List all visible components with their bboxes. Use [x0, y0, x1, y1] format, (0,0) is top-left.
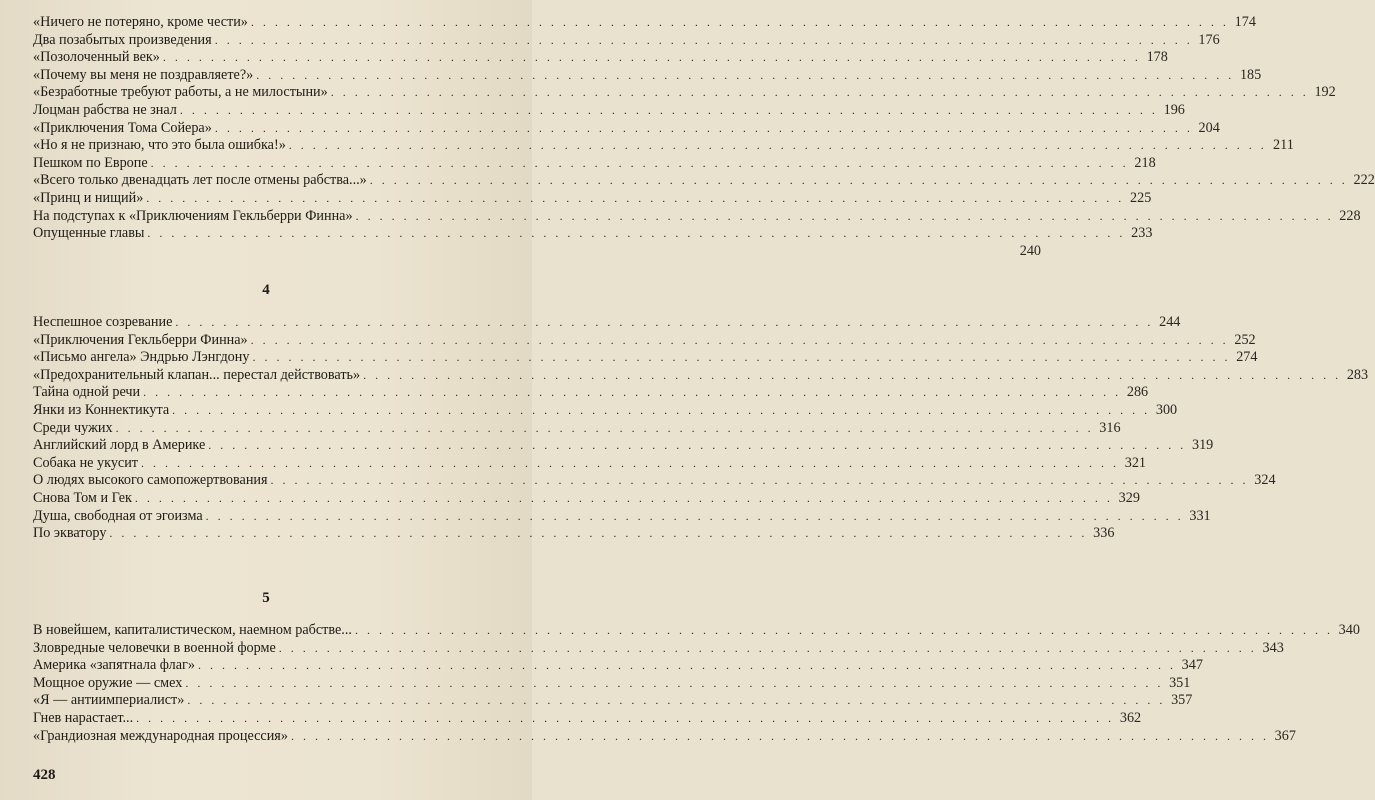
entry-title: Лоцман рабства не знал: [33, 101, 177, 118]
dot-leader: [172, 402, 1150, 420]
dot-leader: [175, 314, 1153, 332]
entry-page: 324: [1254, 472, 1276, 489]
toc-entry: [33, 154, 1156, 173]
toc-entry: [33, 709, 1142, 728]
toc-entry: [33, 242, 1041, 261]
toc-entry: [33, 657, 1203, 675]
toc-entry: [33, 14, 1256, 32]
toc-entry: [33, 331, 1256, 350]
toc-entry: [33, 525, 1115, 543]
entry-title: «Позолоченный век»: [33, 49, 160, 66]
toc-entry: [33, 314, 1181, 332]
toc-entry: [33, 489, 1140, 508]
dot-leader: [151, 155, 1129, 173]
dot-leader: [187, 692, 1165, 710]
entry-title: «Безработные требуют работы, а не милостыни»: [33, 84, 328, 101]
toc-entry: [33, 727, 1296, 746]
dot-leader: [251, 14, 1229, 32]
toc-section-4: [33, 314, 1369, 543]
dot-leader: [136, 710, 1114, 728]
entry-page: 192: [1314, 84, 1336, 101]
toc-entry: [33, 437, 1214, 455]
toc-entry: [33, 622, 1360, 640]
entry-title: По экватору: [33, 525, 107, 542]
entry-page: 211: [1273, 137, 1294, 154]
dot-leader: [198, 657, 1176, 675]
toc-entry: [33, 101, 1185, 120]
entry-page: 357: [1171, 692, 1193, 709]
toc-entry: [33, 225, 1153, 243]
entry-title: «Ничего не потеряно, кроме чести»: [33, 14, 248, 30]
entry-page: 300: [1155, 401, 1178, 418]
toc-entry: [33, 66, 1262, 85]
entry-title: «Приключения Тома Сойера»: [33, 119, 212, 136]
entry-page: 196: [1163, 101, 1185, 118]
entry-page: 286: [1126, 384, 1149, 401]
toc-entry: [33, 639, 1284, 658]
entry-title: «Я — антиимпериалист»: [33, 692, 185, 709]
entry-title: Два позабытых произведения: [33, 31, 212, 48]
entry-page: 222: [1353, 172, 1375, 189]
entry-title: В новейшем, капиталистическом, наемном рабстве...: [33, 622, 352, 638]
entry-page: 233: [1131, 225, 1153, 242]
entry-page: 331: [1189, 507, 1211, 524]
toc-entry: [33, 472, 1276, 490]
toc-entry: [33, 137, 1294, 155]
entry-page: 176: [1198, 31, 1220, 48]
entry-title: Зловредные человечки в военной форме: [33, 639, 276, 656]
entry-page: 329: [1118, 489, 1140, 506]
dot-leader: [135, 490, 1113, 508]
entry-title: Пешком по Европе: [33, 154, 148, 171]
toc-entry: [33, 49, 1168, 67]
entry-page: 319: [1191, 437, 1214, 454]
entry-page: 225: [1130, 189, 1152, 206]
entry-title: Мощное оружие — смех: [33, 674, 183, 691]
entry-page: 178: [1146, 49, 1168, 66]
toc-entry: [33, 189, 1152, 208]
dot-leader: [256, 67, 1234, 85]
dot-leader: [355, 622, 1333, 640]
entry-page: 351: [1169, 674, 1191, 691]
entry-page: 336: [1093, 525, 1115, 542]
toc-entry: [33, 454, 1146, 473]
dot-leader: [215, 32, 1193, 50]
dot-leader: [109, 525, 1087, 543]
dot-leader: [215, 120, 1193, 138]
dot-leader: [363, 367, 1341, 385]
dot-leader: [251, 332, 1229, 350]
dot-leader: [279, 640, 1257, 658]
toc-entry: [33, 207, 1361, 226]
entry-title: Среди чужих: [33, 419, 113, 436]
toc-entry: [33, 674, 1191, 693]
entry-title: Душа, свободная от эгоизма: [33, 507, 203, 524]
entry-page: 240: [1019, 242, 1041, 259]
dot-leader: [146, 190, 1124, 208]
entry-page: 316: [1099, 419, 1121, 436]
entry-title: «Грандиозная международная процессия»: [33, 727, 288, 744]
dot-leader: [208, 437, 1186, 455]
dot-leader: [143, 384, 1121, 402]
entry-page: 204: [1198, 119, 1220, 136]
toc-entry: [33, 84, 1336, 102]
toc-section-continued: [33, 14, 1375, 260]
toc-entry: [33, 119, 1220, 138]
dot-leader: [141, 455, 1119, 473]
page-number: 428: [33, 767, 56, 783]
dot-leader: [271, 472, 1249, 490]
entry-title: Гнев нарастает...: [33, 709, 134, 726]
entry-title: «Но я не признаю, что это была ошибка!»: [33, 137, 286, 154]
toc-entry: [33, 349, 1258, 367]
entry-page: 228: [1339, 207, 1361, 224]
entry-page: 283: [1346, 366, 1369, 383]
entry-title: На подступах к «Приключениям Гекльберри Финна»: [33, 207, 353, 224]
entry-title: «Принц и нищий»: [33, 189, 144, 206]
entry-page: 274: [1236, 349, 1258, 366]
dot-leader: [180, 102, 1158, 120]
entry-title: «Всего только двенадцать лет после отмены рабства...»: [33, 172, 367, 189]
entry-page: 321: [1124, 454, 1146, 471]
entry-page: 340: [1338, 622, 1360, 638]
toc-entry: [33, 384, 1149, 402]
toc-entry: [33, 419, 1121, 438]
toc-entry: [33, 507, 1211, 526]
toc-entry: [33, 692, 1193, 710]
dot-leader: [331, 84, 1309, 102]
entry-page: 343: [1262, 639, 1284, 656]
toc-entry: [33, 172, 1375, 190]
section-heading: 5: [262, 590, 270, 606]
entry-page: 218: [1134, 154, 1156, 171]
entry-page: 244: [1159, 314, 1181, 330]
dot-leader: [291, 728, 1269, 746]
entry-title: Снова Том и Гек: [33, 489, 132, 506]
entry-title: Собака не укусит: [33, 454, 138, 471]
dot-leader: [116, 420, 1094, 438]
toc-entry: [33, 366, 1369, 385]
entry-title: Америка «запятнала флаг»: [33, 657, 195, 674]
toc-entry: [33, 401, 1178, 420]
section-heading: 4: [262, 282, 270, 298]
dot-leader: [289, 137, 1267, 155]
entry-title: О людях высокого самопожертвования: [33, 472, 268, 489]
entry-page: 252: [1234, 331, 1256, 348]
entry-title: «Письмо ангела» Эндрью Лэнгдону: [33, 349, 250, 366]
entry-title: «Приключения Гекльберри Финна»: [33, 331, 248, 348]
entry-page: 362: [1119, 709, 1142, 726]
entry-title: «Предохранительный клапан... перестал действовать»: [33, 366, 361, 383]
dot-leader: [252, 349, 1230, 367]
entry-title: Янки из Коннектикута: [33, 401, 170, 418]
dot-leader: [356, 208, 1334, 226]
entry-title: Неспешное созревание: [33, 314, 173, 330]
toc-entry: [33, 31, 1220, 50]
toc-section-5: [33, 622, 1360, 745]
entry-page: 174: [1234, 14, 1256, 30]
entry-page: 185: [1239, 66, 1262, 83]
dot-leader: [185, 675, 1163, 693]
entry-title: Английский лорд в Америке: [33, 437, 206, 454]
entry-page: 367: [1274, 727, 1296, 744]
dot-leader: [163, 49, 1141, 67]
dot-leader: [206, 508, 1184, 526]
entry-page: 347: [1181, 657, 1203, 674]
entry-title: Тайна одной речи: [33, 384, 141, 401]
dot-leader: [147, 225, 1125, 243]
entry-title: «Почему вы меня не поздравляете?»: [33, 66, 254, 83]
dot-leader: [370, 172, 1348, 190]
entry-title: Опущенные главы: [33, 225, 145, 242]
